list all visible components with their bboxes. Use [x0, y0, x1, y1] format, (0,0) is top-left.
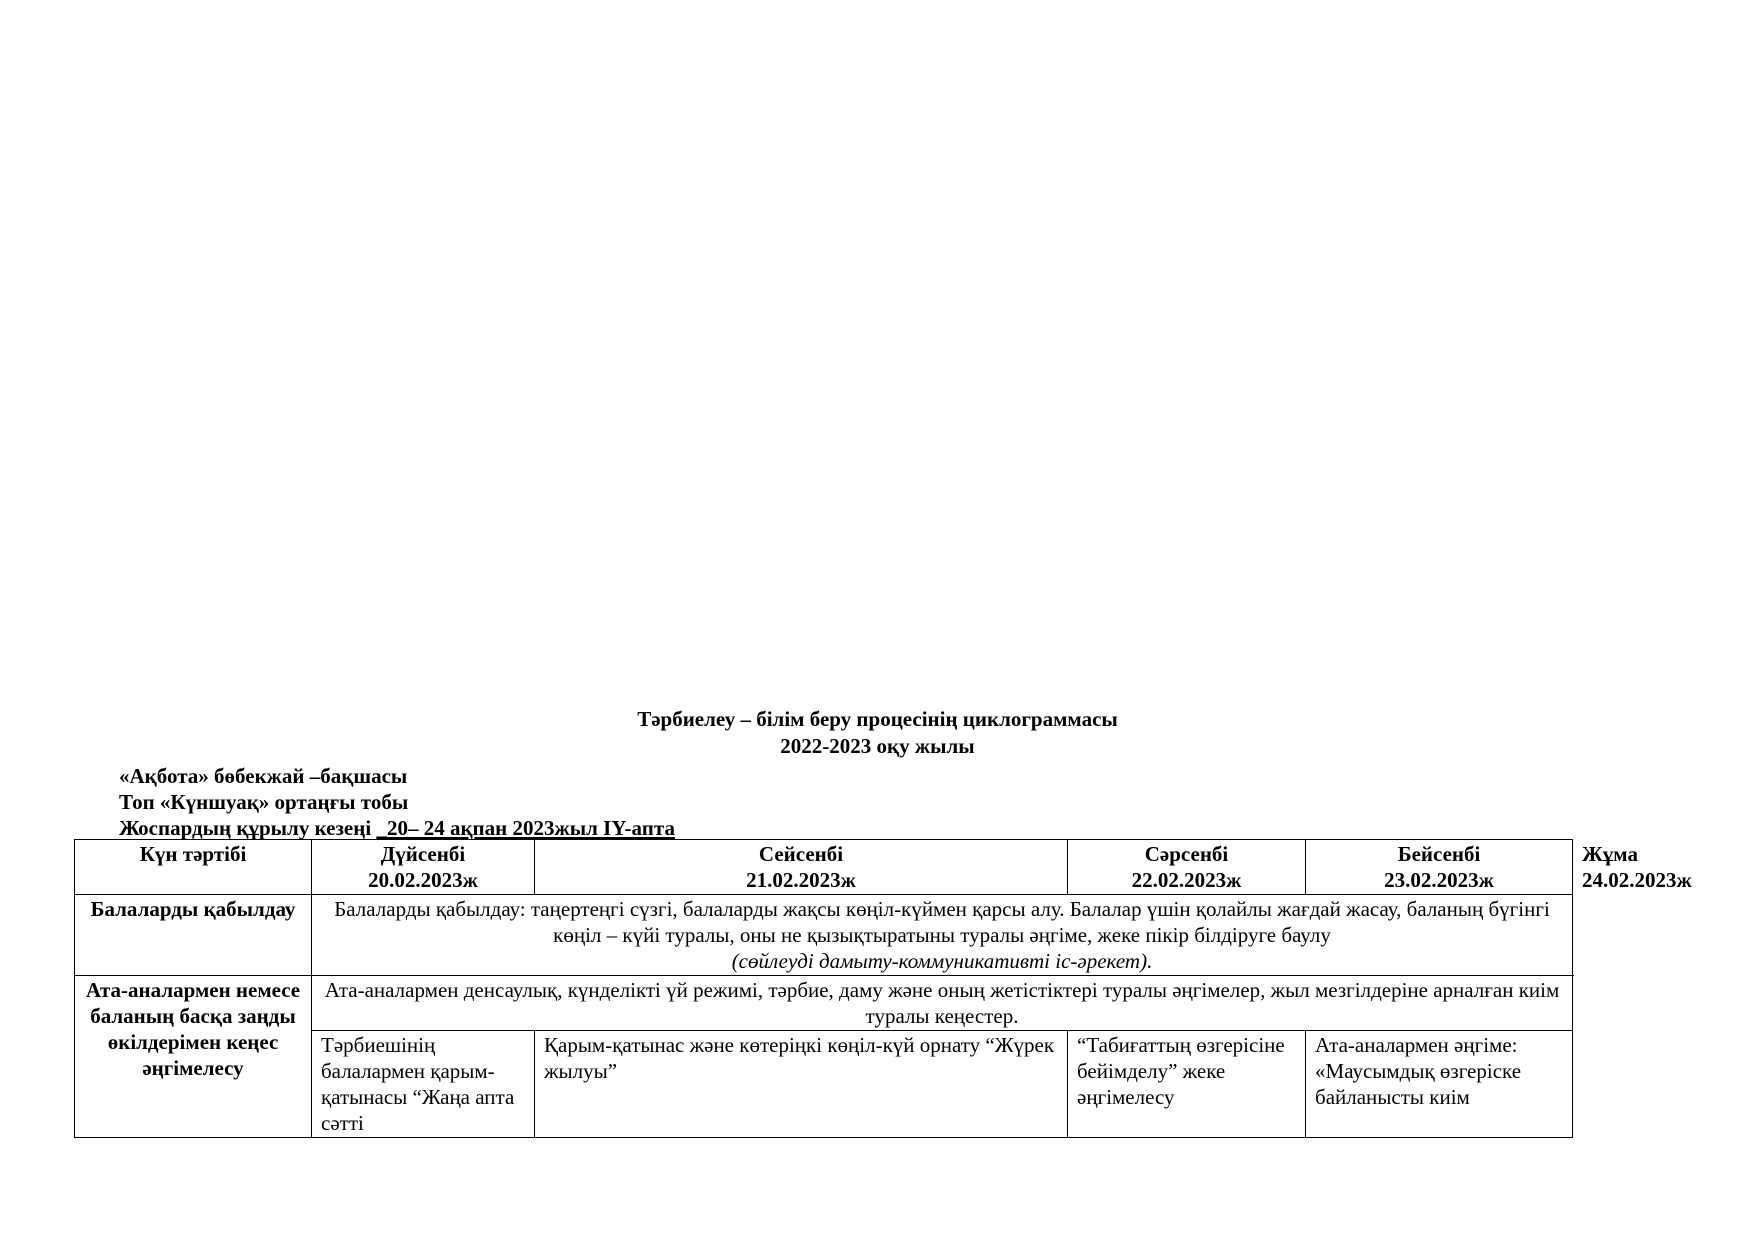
reception-label: Балаларды қабылдау	[75, 895, 312, 976]
day-date: 23.02.2023ж	[1384, 868, 1494, 892]
parents-day-tuesday: Қарым-қатынас және көтеріңкі көңіл-күй орнату “Жүрек жылуы”	[544, 1033, 1055, 1083]
parents-common-row	[75, 976, 1573, 1031]
parents-common-text: Ата-аналармен денсаулық, күнделікті үй режимі, тәрбие, даму және оның жетістіктері туралы әңгімелер, жыл мезгілдеріне арналған киім туралы кеңестер.	[312, 976, 1573, 1031]
header-row: Күн тәртібі Дүйсенбі 20.02.2023ж Сейсенбі 21.02.2023ж Сәрсенбі 22.02.2023ж Бейсенбі 23.02.2023ж Жұма 24.02.2023ж	[75, 840, 1573, 895]
day-name: Дүйсенбі	[380, 842, 466, 866]
day-date: 21.02.2023ж	[746, 868, 856, 892]
parents-day-monday: Тәрбиешінің балалармен қарым-қатынасы “Жаңа апта сәтті	[321, 1033, 515, 1135]
day-date: 20.02.2023ж	[368, 868, 478, 892]
plan-period	[119, 815, 675, 841]
parents-day-cell	[312, 1031, 535, 1138]
parents-day-wednesday: “Табиғаттың өзгерісіне бейімделу” жеке әңгімелесу	[1077, 1033, 1285, 1109]
parents-label: Ата-аналармен немесе баланың басқа заңды өкілдерімен кеңес әңгімелесу	[75, 976, 312, 1138]
period-value: _20– 24 ақпан 2023жыл IY-апта	[376, 816, 675, 840]
header-day-thursday	[1306, 840, 1573, 895]
day-name: Бейсенбі	[1397, 842, 1481, 866]
institution-name: «Ақбота» бөбекжай –бақшасы	[119, 764, 408, 788]
parents-day-cell	[1068, 1031, 1306, 1138]
reception-note: (сөйлеуді дамыту-коммуникативті іс-әрекет).	[731, 949, 1153, 973]
period-label: Жоспардың құрылу кезеңі	[119, 816, 377, 840]
title-line-2: 2022-2023 оқу жылы	[780, 734, 975, 758]
header-day-tuesday	[535, 840, 1068, 895]
day-date: 22.02.2023ж	[1131, 868, 1242, 892]
group-name: Топ «Күншуақ» ортаңғы тобы	[119, 790, 409, 814]
header-day-wednesday	[1068, 840, 1306, 895]
parents-day-thursday: Ата-аналармен әңгіме: «Маусымдық өзгеріске байланысты киім	[1315, 1033, 1522, 1109]
day-name: Сәрсенбі	[1144, 842, 1229, 866]
reception-text: Балаларды қабылдау: таңертеңгі сүзгі, балаларды жақсы көңіл-күймен қарсы алу. Балалар үшін қолайлы жағдай жасау, баланың бүгінгі көңіл – күйі туралы, оны не қызықтыратыны туралы әңгіме, жеке пікір білдіруге баулу	[334, 897, 1550, 947]
reception-content	[312, 895, 1573, 976]
parents-day-cell	[535, 1031, 1068, 1138]
header-regime: Күн тәртібі	[75, 840, 312, 895]
plan-meta	[119, 763, 675, 841]
parents-day-cell	[1306, 1031, 1573, 1138]
header-day-monday	[312, 840, 535, 895]
day-name: Сейсенбі	[758, 842, 844, 866]
reception-row	[75, 895, 1573, 976]
title-line-1: Тәрбиелеу – білім беру процесінің циклограммасы	[637, 707, 1118, 731]
document-title	[0, 706, 1755, 760]
schedule-table	[74, 839, 1692, 1138]
